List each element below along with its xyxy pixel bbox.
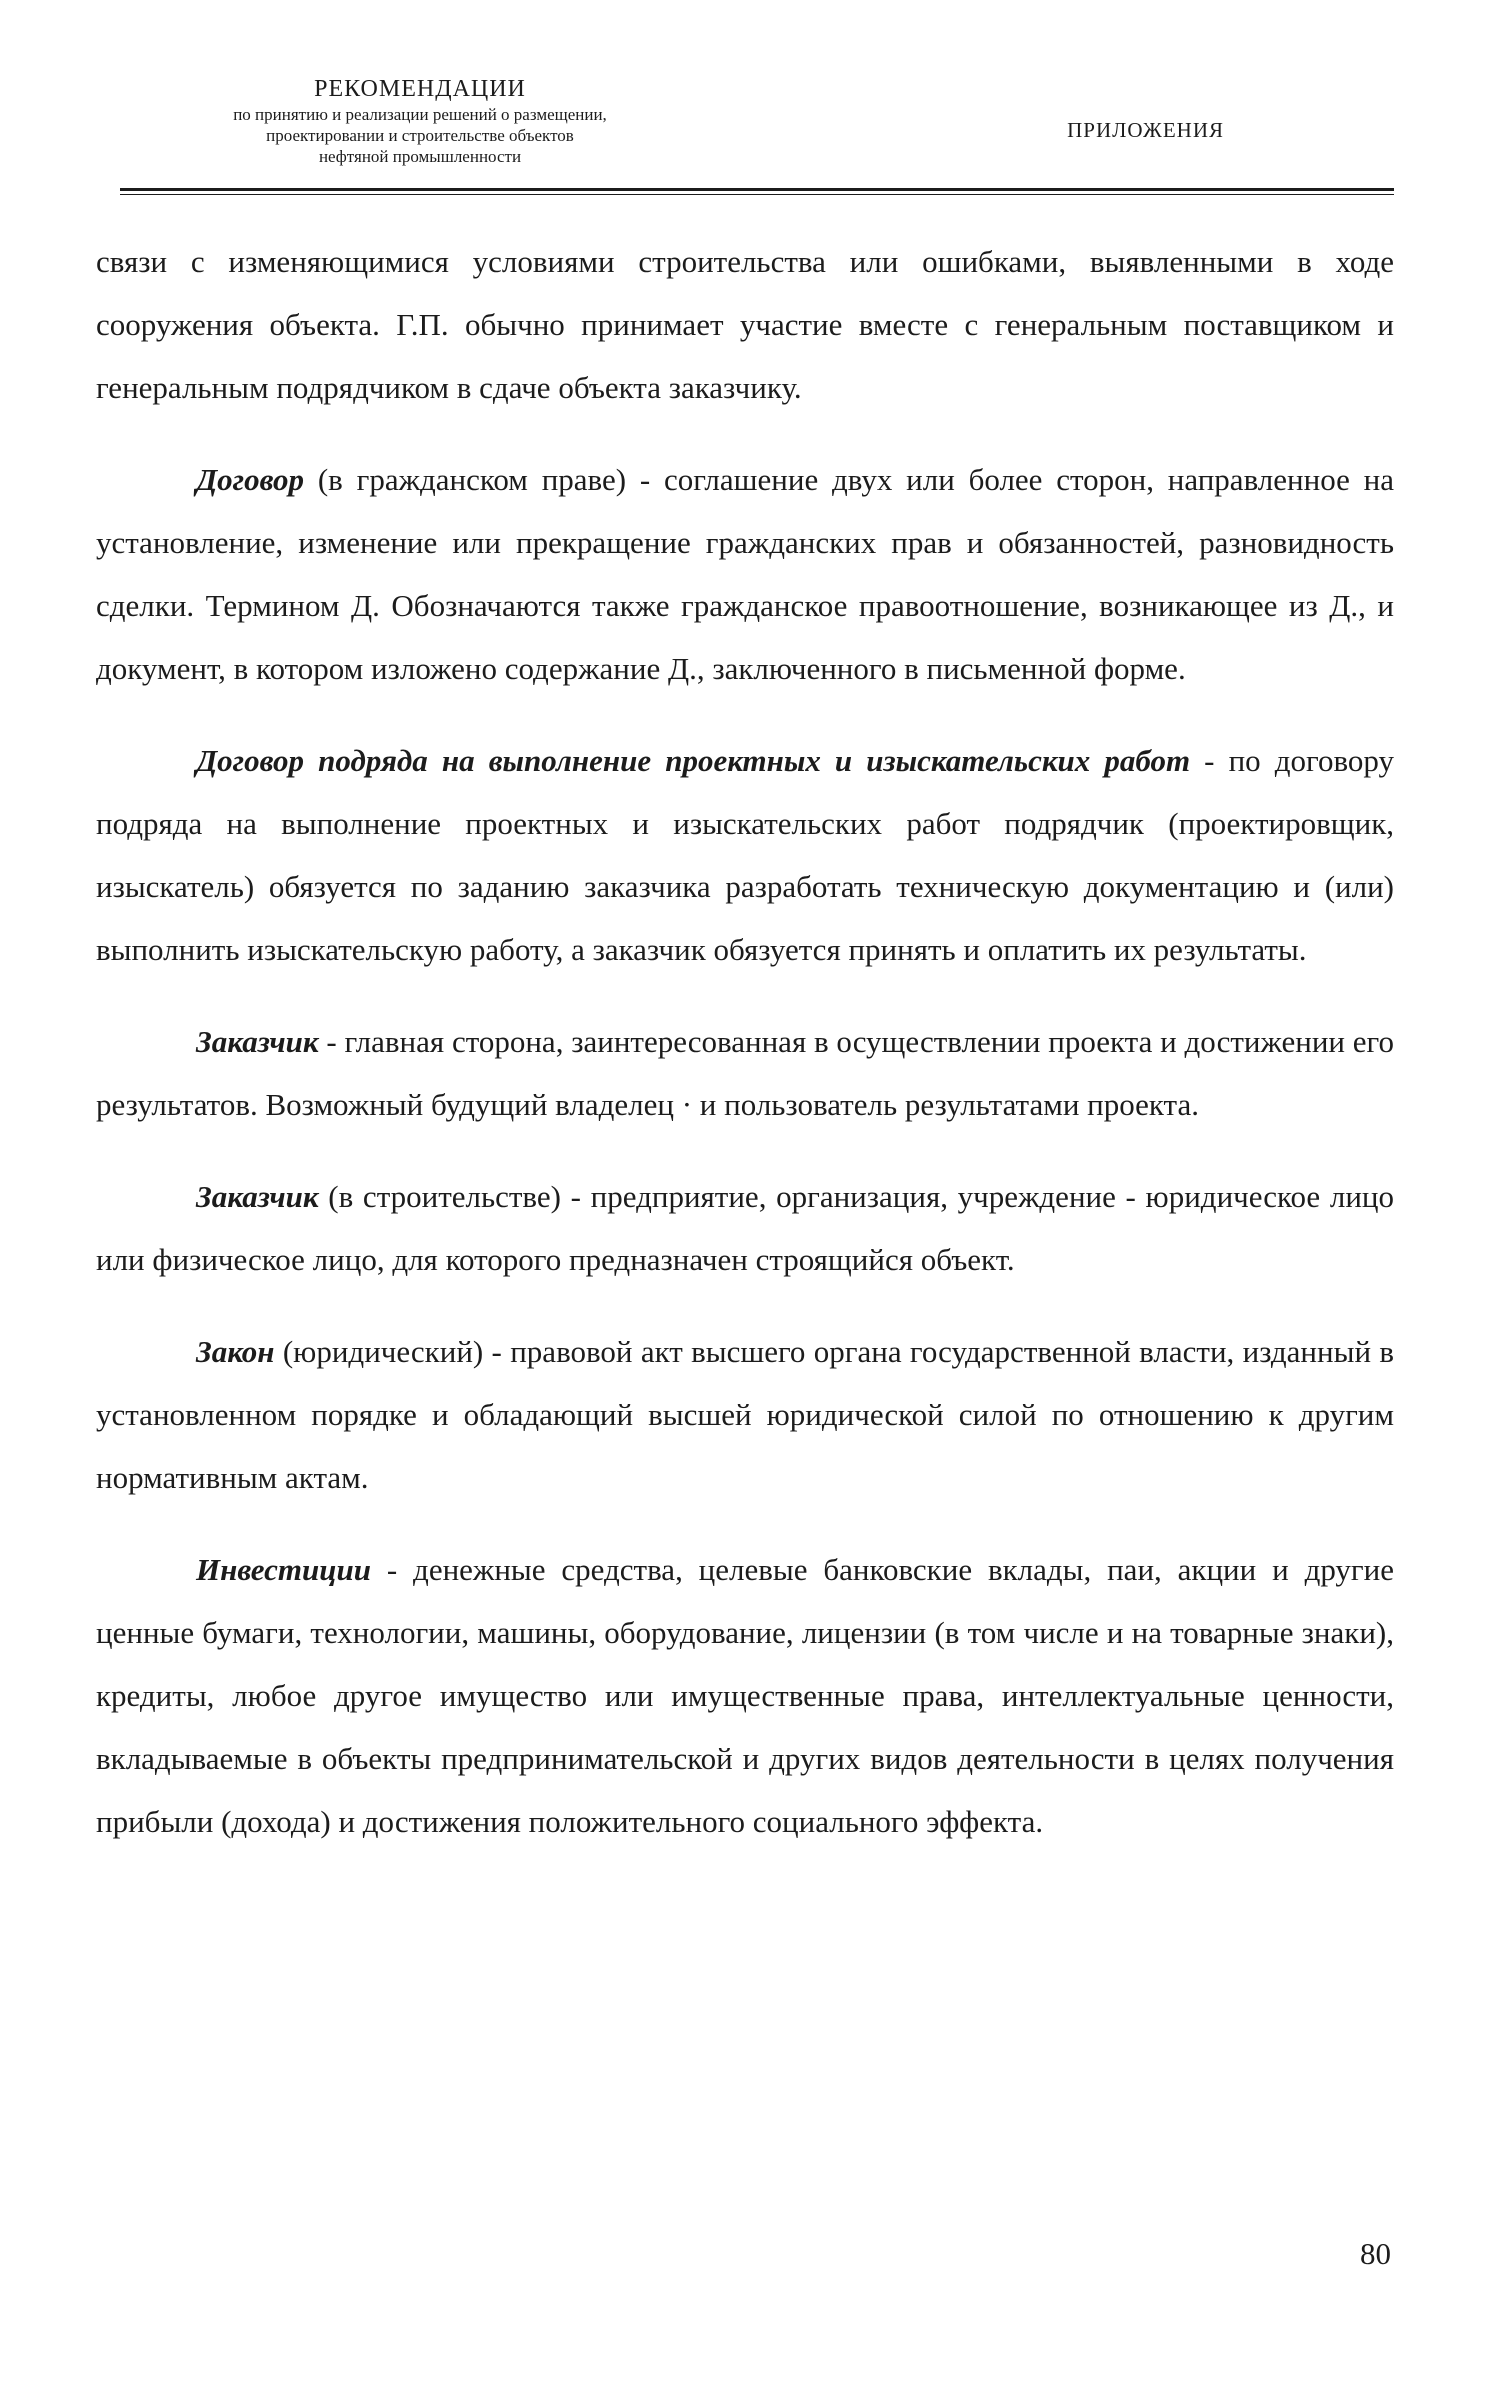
paragraph-continuation <box>96 230 1394 419</box>
glossary-definition: - денежные средства, целевые банковские вклады, паи, акции и другие ценные бумаги, технологии, машины, оборудование, лицензии (в том числе и на товарные знаки), кредиты, любое другое имущество или имущественные права, интеллектуальные ценности, вкладываемые в объекты предпринимательской и других видов деятельности в целях получения прибыли (дохода) и достижения положительного социального эффекта. <box>96 1552 1394 1839</box>
header-subtitle-line-3: нефтяной промышленности <box>318 147 522 166</box>
page-number: 80 <box>1360 2236 1391 2271</box>
glossary-definition: (в строительстве) - предприятие, организация, учреждение - юридическое лицо или физическое лицо, для которого предназначен строящийся объект. <box>96 1179 1394 1277</box>
header-divider-thin <box>120 194 1394 195</box>
header-document-title-block <box>130 74 710 167</box>
glossary-term: Заказчик <box>196 1179 319 1214</box>
paragraph-text: связи с изменяющимися условиями строительства или ошибками, выявленными в ходе сооружения объекта. Г.П. обычно принимает участие вместе с генеральным поставщиком и генеральным подрядчиком в сдаче объекта заказчику. <box>96 244 1394 405</box>
glossary-term: Договор подряда на выполнение проектных и изыскательских работ <box>196 743 1191 778</box>
header-subtitle-line-2: проектировании и строительстве объектов <box>266 126 574 145</box>
glossary-entry <box>96 1010 1394 1136</box>
glossary-definition: (в гражданском праве) - соглашение двух или более сторон, направленное на установление, изменение или прекращение гражданских прав и обязанностей, разновидность сделки. Термином Д. Обозначаются также гражданское правоотношение, возникающее из Д., и документ, в котором изложено содержание Д., заключенного в письменной форме. <box>96 462 1394 686</box>
glossary-term: Инвестиции <box>196 1552 371 1587</box>
glossary-entry <box>96 448 1394 700</box>
glossary-term: Заказчик <box>196 1024 319 1059</box>
glossary-entry <box>96 1320 1394 1509</box>
glossary-definition: (юридический) - правовой акт высшего органа государственной власти, изданный в установленном порядке и обладающий высшей юридической силой по отношению к другим нормативным актам. <box>96 1334 1394 1495</box>
glossary-term: Закон <box>196 1334 275 1369</box>
header-title: РЕКОМЕНДАЦИИ <box>314 76 526 102</box>
header-subtitle-line-1: по принятию и реализации решений о размещении, <box>233 105 607 124</box>
glossary-entry <box>96 729 1394 981</box>
header-section-label: ПРИЛОЖЕНИЯ <box>1067 118 1224 142</box>
glossary-entry <box>96 1538 1394 1853</box>
page-header <box>120 74 1394 190</box>
glossary-definition: - по договору подряда на выполнение проектных и изыскательских работ подрядчик (проектировщик, изыскатель) обязуется по заданию заказчика разработать техническую документацию и (или) выполнить изыскательскую работу, а заказчик обязуется принять и оплатить их результаты. <box>96 743 1394 967</box>
glossary-entry <box>96 1165 1394 1291</box>
glossary-term: Договор <box>196 462 305 497</box>
document-body <box>96 230 1394 1882</box>
header-divider <box>120 188 1394 191</box>
glossary-definition: - главная сторона, заинтересованная в осуществлении проекта и достижении его результатов. Возможный будущий владелец · и пользователь результатами проекта. <box>96 1024 1394 1122</box>
